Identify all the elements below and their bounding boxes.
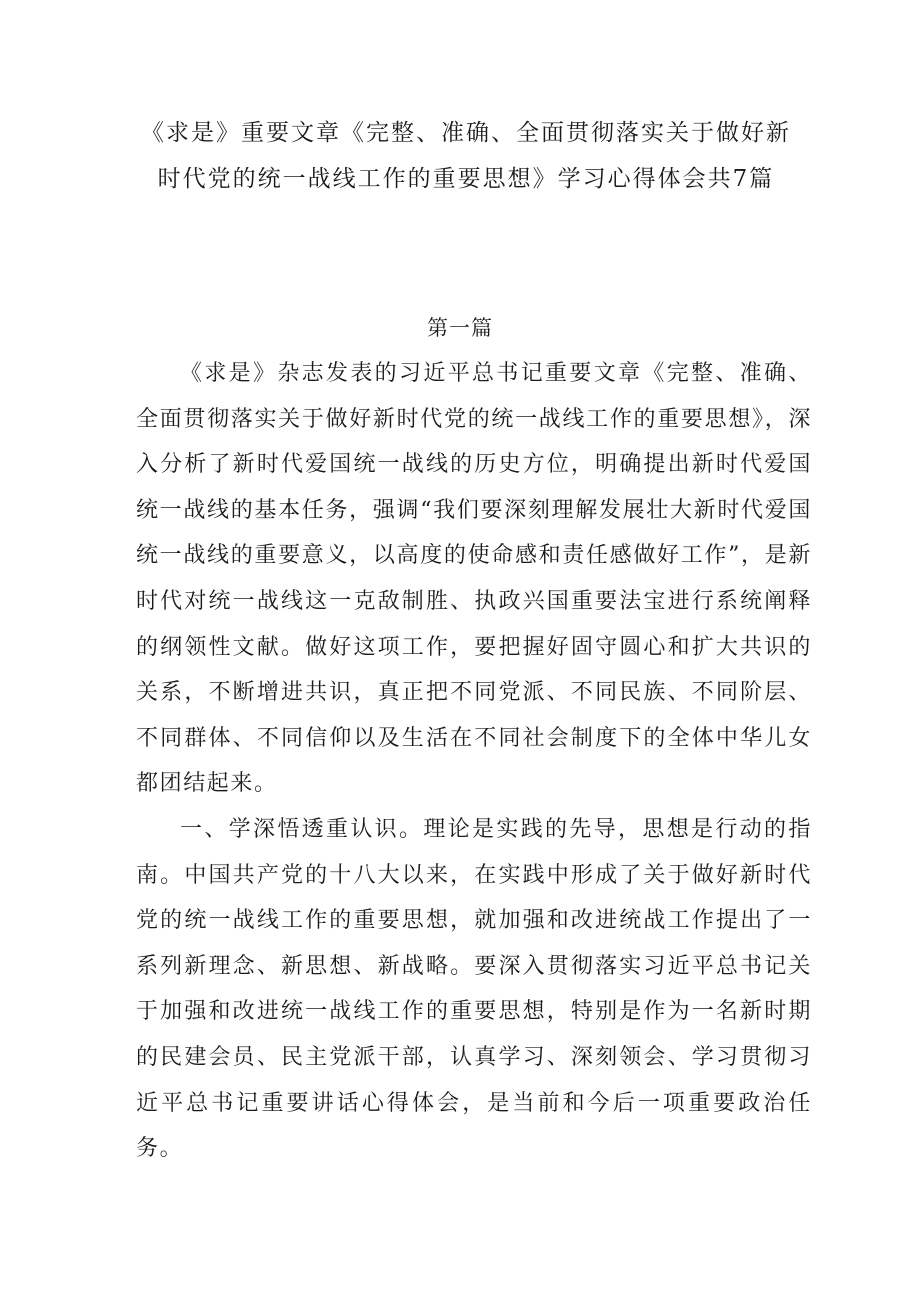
paragraph: 《求是》杂志发表的习近平总书记重要文章《完整、准确、全面贯彻落实关于做好新时代党的统一战线工作的重要思想》，深入分析了新时代爱国统一战线的历史方位，明确提出新时代爱国统一战线的基本任务，强调“我们要深刻理解发展壮大新时代爱国统一战线的重要意义，以高度的使命感和责任感做好工作”，是新时代对统一战线这一克敌制胜、执政兴国重要法宝进行系统阐释的纲领性文献。做好这项工作，要把握好固守圆心和扩大共识的关系，不断增进共识，真正把不同党派、不同民族、不同阶层、不同群体、不同信仰以及生活在不同社会制度下的全体中华儿女都团结起来。 [136, 361, 812, 797]
body-text [136, 351, 812, 1172]
document-title: 《求是》重要文章《完整、准确、全面贯彻落实关于做好新时代党的统一战线工作的重要思想》学习心得体会共7篇 [141, 120, 791, 192]
section-heading: 第一篇 [427, 316, 493, 340]
paragraph: 一、学深悟透重认识。理论是实践的先导，思想是行动的指南。中国共产党的十八大以来，在实践中形成了关于做好新时代党的统一战线工作的重要思想，就加强和改进统战工作提出了一系列新理念、新思想、新战略。要深入贯彻落实习近平总书记关于加强和改进统一战线工作的重要思想，特别是作为一名新时期的民建会员、民主党派干部，认真学习、深刻领会、学习贯彻习近平总书记重要讲话心得体会，是当前和今后一项重要政治任务。 [136, 816, 812, 1162]
